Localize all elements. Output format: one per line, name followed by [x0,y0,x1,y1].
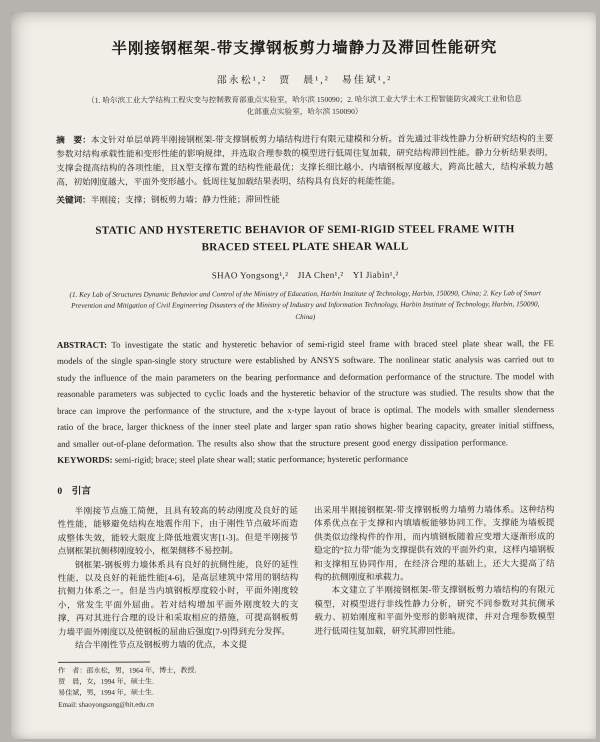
intro-left-column [57,504,298,711]
footnote-line: 作 者：邵永松，男，1964 年，博士，教授. [58,665,197,675]
intro-paragraph: 钢框架-钢板剪力墙体系具有良好的抗侧性能，良好的延性性能，以及良好的耗能性能[4-6]，是高层建筑中常用的钢结构抗侧力体系之一。但是当内填钢板厚度较小时，平面外刚度较小，常发生平面外屈曲。若对结构增加平面外刚度较大的支撑，再对其进行合理的设计和采取相应的措施，可提高钢板剪力墙平面外刚度以及使钢板的屈曲后强度[7-9]得到充分发挥。 [57,558,299,637]
intro-paragraph: 半刚接节点施工简便，且具有较高的转动刚度及良好的延性性能，能够避免结构在地震作用下，由于刚性节点破坏而造成整体失效，能较大限度上降低地震灾害[1-3]。但是半刚接节点钢框架抗侧移刚度较小，框架侧移不易控制。 [57,505,299,557]
abstract-zh [56,131,553,190]
footnote-email: Email: shaoyongsong@hit.edu.cn [58,700,154,709]
abstract-en-text: To investigate the static and hysteretic behavior of semi-rigid steel frame with braced steel plate shear wall, the FE models of the single span-single story structure were established by ANSYS software. The nonlinear static analysis was carried out to study the influence of the main parameters on the bearing performance and deformation performance of the structure. The model with reasonable parameters was subjected to cyclic loads and the hysteretic behavior of the structure was studied. The results show that the brace can improve the performance of the structure, and the x-type layout of brace is optimal. The models with smaller slenderness ratio of the brace, larger thickness of the inner steel plate and larger span ratio shows higher bearing capacity, greater initial stiffness, and smaller out-of-plane deformation. The results also show that the structure present good energy dissipation performance. [56,337,555,449]
intro-paragraph: 结合半刚性节点及钢板剪力墙的优点，本文提 [75,639,248,650]
paper-title-zh: 半刚接钢框架-带支撑钢板剪力墙静力及滞回性能研究 [111,39,498,58]
keywords-zh-label: 关键词： [56,194,91,205]
affiliation-zh: （1. 哈尔滨工业大学结构工程灾变与控制教育部重点实验室，哈尔滨 150090；2. 哈尔滨工业大学土木工程智能防灾减灾工业和信息化部重点实验室，哈尔滨 150090） [87,94,522,116]
keywords-en-text: semi-rigid; brace; steel plate shear wall; static performance; hysteretic performance [114,453,409,465]
intro-two-columns [57,503,555,711]
footnote-divider [58,661,150,662]
intro-paragraph: 本文建立了半刚接钢框架-带支撑钢板剪力墙结构的有限元模型，对模型进行非线性静力分析，研究不同参数对其抗侧承载力、初始刚度和平面外变形的影响规律，并对合理参数模型进行低周往复加载，研究其滞回性能。 [314,584,555,636]
paper-title-en: STATIC AND HYSTERETIC BEHAVIOR OF SEMI-RIGID STEEL FRAME WITH BRACED STEEL PLATE SHEAR WALL [95,223,515,254]
abstract-en-label: ABSTRACT: [56,339,108,350]
keywords-zh-text: 半刚接；支撑；钢板剪力墙；静力性能；滞回性能 [90,193,280,205]
keywords-zh [56,191,553,207]
section-0-heading: 0 引言 [57,485,92,497]
keywords-en-label: KEYWORDS: [57,454,113,466]
footnote-line: 易佳斌，男，1994 年，硕士生. [58,689,154,698]
keywords-en [57,451,554,469]
authors-en: SHAO Yongsong¹,² JIA Chen¹,² YI Jiabin¹,² [211,269,399,281]
abstract-zh-text: 本文针对单层单跨半刚接钢框架-带支撑钢板剪力墙结构进行有限元建模和分析。首先通过非线性静力分析研究结构的主要参数对结构承载性能和变形性能的影响规律，并选取合理参数的模型进行低周往复加载，研究结构滞回性能。静力分析结果表明，支撑会提高结构的各项性能，且X型支撑布置的结构性能最优；支撑长细比越小，内墙钢板厚度越大，跨高比越大，结构承载力越高，初始刚度越大，平面外变形越小。低周往复加载结果表明，结构具有良好的耗能性能。 [56,132,554,188]
scanned-paper-page [11,12,596,739]
page-content [56,35,555,711]
footnote-line: 贾 晨，女，1994 年，硕士生. [58,677,154,686]
author-footnote [58,661,299,712]
abstract-zh-label: 摘 要： [56,134,91,145]
authors-zh: 邵永松¹,² 贾 晨¹,² 易佳斌¹,² [216,74,393,87]
abstract-en [57,335,554,452]
intro-paragraph: 出采用半刚接钢框架-带支撑钢板剪力墙剪力墙体系。这种结构体系优点在于支撑和内填墙板能够协同工作，支撑能为墙板提供类似边缘构件的作用，而内填钢板随着应变增大逐渐形成的稳定的“拉力带”能为支撑提供有效的平面外约束，这样内墙钢板和支撑相互协同作用，在经济合理的基础上，还大大提高了结构的抗侧刚度和承载力。 [313,504,555,583]
intro-right-column [314,503,555,710]
affiliation-en: (1. Key Lab of Structures Dynamic Behavior and Control of the Ministry of Education, Harbin Institute of Technology, Harbin, 150090, China; 2. Key Lab of Smart Prevention and Mitigation of Civil Engineering Disasters of the Ministry of Industry and Information Technology, Harbin Institute of Technology, Harbin, 150090, China) [69,289,541,322]
